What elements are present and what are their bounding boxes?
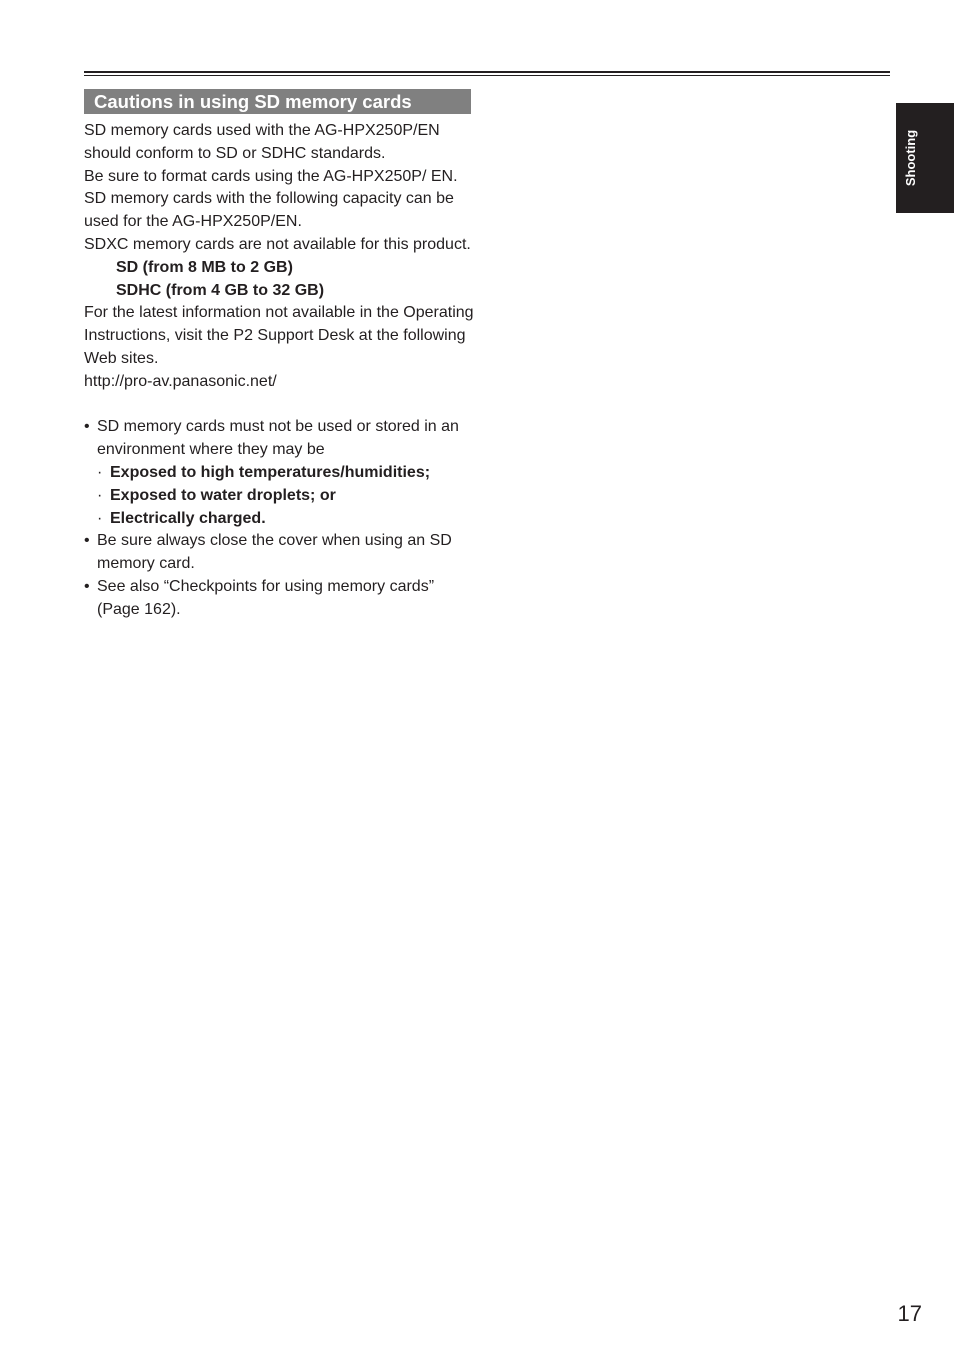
bullet-item-checkpoints — [84, 576, 479, 622]
chapter-tab-label: Shooting — [903, 129, 918, 187]
bullet-text: See also “Checkpoints for using memory cards” (Page 162). — [97, 577, 435, 618]
paragraph-format: Be sure to format cards using the AG-HPX250P/ EN. — [84, 167, 458, 185]
chapter-tab — [896, 103, 954, 213]
bullet-item-cover — [84, 530, 479, 576]
bullet-mark: • — [84, 532, 90, 550]
body-text — [84, 120, 479, 622]
paragraph-info: For the latest information not available in the Operating Instructions, visit the P2 Support Desk at the following Web sites. — [84, 304, 474, 367]
sub-bullet-mark: · — [97, 509, 103, 527]
sub-item-temperature — [84, 462, 479, 485]
sub-item-text: Exposed to water droplets; or — [110, 486, 336, 504]
top-rule-thick — [84, 71, 890, 73]
paragraph-conformance: SD memory cards used with the AG-HPX250P/EN should conform to SD or SDHC standards. — [84, 122, 440, 162]
bullet-mark: • — [84, 577, 90, 595]
sub-item-charge — [84, 508, 479, 531]
bullet-mark: • — [84, 418, 90, 436]
support-url: http://pro-av.panasonic.net/ — [84, 372, 277, 390]
bullet-item-storage — [84, 416, 479, 462]
sub-item-text: Electrically charged. — [110, 509, 266, 527]
paragraph-sdxc: SDXC memory cards are not available for this product. — [84, 235, 471, 253]
top-rule-thin — [84, 75, 890, 76]
capacity-sdhc: SDHC (from 4 GB to 32 GB) — [116, 281, 325, 299]
capacity-sd: SD (from 8 MB to 2 GB) — [116, 258, 293, 276]
paragraph-capacity: SD memory cards with the following capacity can be used for the AG-HPX250P/EN. — [84, 190, 454, 231]
sub-bullet-mark: · — [97, 486, 103, 504]
sub-item-text: Exposed to high temperatures/humidities; — [110, 463, 431, 481]
bullet-text: SD memory cards must not be used or stored in an environment where they may be — [97, 418, 459, 459]
page-number: 17 — [897, 1301, 922, 1326]
sub-bullet-mark: · — [97, 463, 103, 481]
sub-item-water — [84, 485, 479, 508]
bullet-text: Be sure always close the cover when using an SD memory card. — [97, 532, 452, 573]
spacer — [84, 394, 479, 417]
section-heading: Cautions in using SD memory cards — [84, 89, 471, 114]
